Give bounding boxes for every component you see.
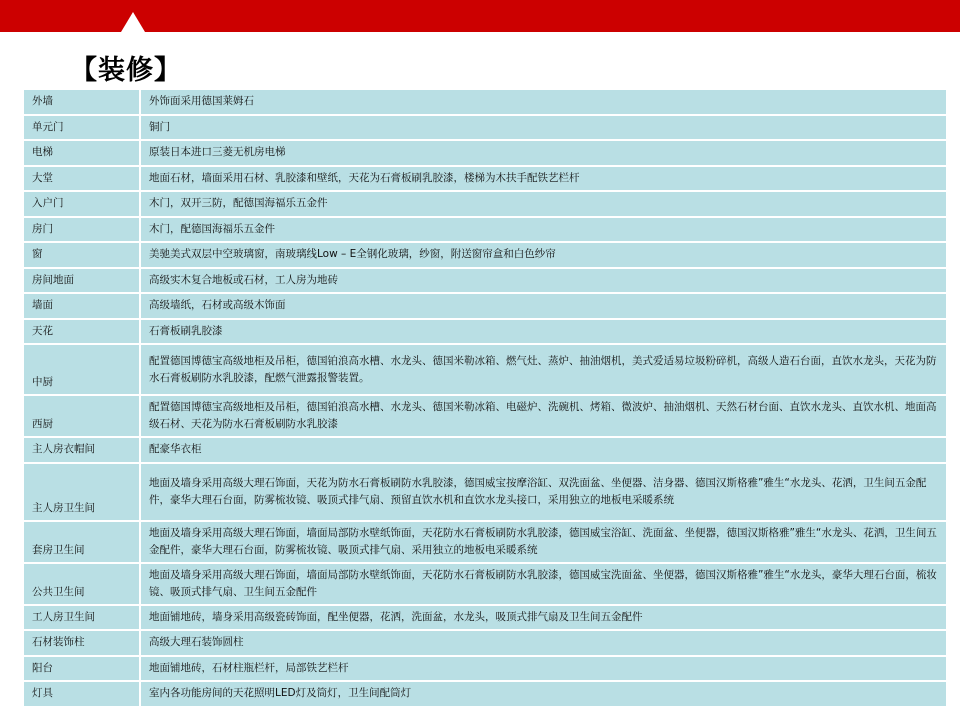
- item-description: 高级墙纸，石材或高级木饰面: [140, 293, 947, 319]
- item-description: 木门，配德国海福乐五金件: [140, 217, 947, 243]
- table-row: [23, 115, 947, 141]
- item-name: 房门: [32, 222, 53, 235]
- item-description: 木门，双开三防，配德国海福乐五金件: [140, 191, 947, 217]
- item-name: 墙面: [32, 299, 53, 312]
- item-name-cell: [23, 191, 140, 217]
- table-row: [23, 395, 947, 437]
- item-description: 石膏板刷乳胶漆: [140, 319, 947, 345]
- item-name-cell: [23, 268, 140, 294]
- item-description: 美驰美式双层中空玻璃窗，南玻璃线Low – E全钢化玻璃，纱窗，附送窗帘盒和白色纱帘: [140, 242, 947, 268]
- table-row: [23, 242, 947, 268]
- item-description: 地面及墙身采用高级大理石饰面，天花为防水石膏板刷防水乳胶漆，德国威宝按摩浴缸、双洗面盆、坐便器、洁身器、德国汉斯格雅”雅生“水龙头、花洒，卫生间五金配件，豪华大理石台面，防雾梳妆镜、吸顶式排气扇、预留直饮水机和直饮水龙头接口，采用独立的地板电采暖系统: [140, 463, 947, 521]
- table-row: [23, 293, 947, 319]
- item-name-cell: [23, 681, 140, 707]
- item-name-cell: [23, 630, 140, 656]
- item-description: 铜门: [140, 115, 947, 141]
- item-name: 窗: [32, 248, 43, 261]
- table-row: [23, 217, 947, 243]
- table-row: [23, 463, 947, 521]
- item-name-cell: [23, 605, 140, 631]
- item-name-cell: [23, 293, 140, 319]
- item-name-cell: [23, 217, 140, 243]
- item-description: 原装日本进口三菱无机房电梯: [140, 140, 947, 166]
- table-row: [23, 630, 947, 656]
- item-name-cell: [23, 563, 140, 605]
- item-name-cell: [23, 656, 140, 682]
- item-name-cell: [23, 140, 140, 166]
- item-description: 配置德国博德宝高级地柜及吊柜，德国铂浪高水槽、水龙头、德国米勒冰箱、燃气灶、蒸炉、抽油烟机，美式爱适易垃圾粉碎机，高级人造石台面，直饮水龙头，天花为防水石膏板刷防水乳胶漆，配燃气泄露报警装置。: [140, 344, 947, 395]
- item-name: 西厨: [32, 418, 53, 430]
- item-name: 主人房衣帽间: [32, 443, 95, 456]
- item-name: 套房卫生间: [32, 543, 85, 556]
- table-row: [23, 437, 947, 463]
- item-description: 配置德国博德宝高级地柜及吊柜，德国铂浪高水槽、水龙头、德国米勒冰箱、电磁炉、洗碗机、烤箱、微波炉、抽油烟机、天然石材台面、直饮水龙头、直饮水机、地面高级石材、天花为防水石膏板刷防水乳胶漆: [140, 395, 947, 437]
- item-name: 中厨: [32, 376, 53, 388]
- item-name-cell: [23, 115, 140, 141]
- table-row: [23, 681, 947, 707]
- item-name: 石材装饰柱: [32, 636, 85, 649]
- item-name-cell: [23, 319, 140, 345]
- item-name: 外墙: [32, 95, 53, 108]
- item-name-cell: [23, 89, 140, 115]
- item-name: 电梯: [32, 146, 53, 159]
- item-name: 公共卫生间: [32, 585, 85, 598]
- item-description: 地面及墙身采用高级大理石饰面，墙面局部防水壁纸饰面，天花防水石膏板刷防水乳胶漆，德国威宝洗面盆、坐便器，德国汉斯格雅”雅生“水龙头，豪华大理石台面，梳妆镜、吸顶式排气扇、卫生间五金配件: [140, 563, 947, 605]
- item-description: 地面石材，墙面采用石材、乳胶漆和壁纸，天花为石膏板刷乳胶漆，楼梯为木扶手配铁艺栏杆: [140, 166, 947, 192]
- table-row: [23, 344, 947, 395]
- item-name: 主人房卫生间: [32, 501, 95, 514]
- item-name-cell: [23, 437, 140, 463]
- item-name-cell: [23, 395, 140, 437]
- item-name: 工人房卫生间: [32, 610, 95, 623]
- item-name: 大堂: [32, 171, 53, 184]
- item-name-cell: [23, 242, 140, 268]
- table-row: [23, 605, 947, 631]
- table-row: [23, 521, 947, 563]
- item-name: 入户门: [32, 197, 64, 210]
- item-name-cell: [23, 166, 140, 192]
- item-name: 阳台: [32, 661, 53, 674]
- table-row: [23, 89, 947, 115]
- item-description: 地面铺地砖，石材柱瓶栏杆，局部铁艺栏杆: [140, 656, 947, 682]
- item-name: 天花: [32, 324, 53, 337]
- item-name-cell: [23, 344, 140, 395]
- table-row: [23, 563, 947, 605]
- table-row: [23, 656, 947, 682]
- item-description: 地面及墙身采用高级大理石饰面，墙面局部防水壁纸饰面，天花防水石膏板刷防水乳胶漆，德国威宝浴缸、洗面盆、坐便器，德国汉斯格雅”雅生“水龙头、花洒，卫生间五金配件，豪华大理石台面，防雾梳妆镜、吸顶式排气扇、采用独立的地板电采暖系统: [140, 521, 947, 563]
- table-row: [23, 319, 947, 345]
- item-name: 单元门: [32, 120, 64, 133]
- item-description: 地面铺地砖，墙身采用高级瓷砖饰面，配坐便器，花洒，洗面盆，水龙头，吸顶式排气扇及卫生间五金配件: [140, 605, 947, 631]
- table-row: [23, 166, 947, 192]
- table-row: [23, 268, 947, 294]
- item-name-cell: [23, 463, 140, 521]
- item-name-cell: [23, 521, 140, 563]
- decoration-spec-table: [22, 88, 948, 708]
- item-name: 房间地面: [32, 273, 74, 286]
- page-title: 【装修】: [70, 55, 182, 86]
- item-description: 高级大理石装饰圆柱: [140, 630, 947, 656]
- item-description: 高级实木复合地板或石材，工人房为地砖: [140, 268, 947, 294]
- table-row: [23, 140, 947, 166]
- item-description: 配豪华衣柜: [140, 437, 947, 463]
- banner-triangle-decoration: [121, 12, 145, 32]
- item-description: 外饰面采用德国莱姆石: [140, 89, 947, 115]
- item-description: 室内各功能房间的天花照明LED灯及筒灯，卫生间配筒灯: [140, 681, 947, 707]
- table-row: [23, 191, 947, 217]
- item-name: 灯具: [32, 687, 53, 700]
